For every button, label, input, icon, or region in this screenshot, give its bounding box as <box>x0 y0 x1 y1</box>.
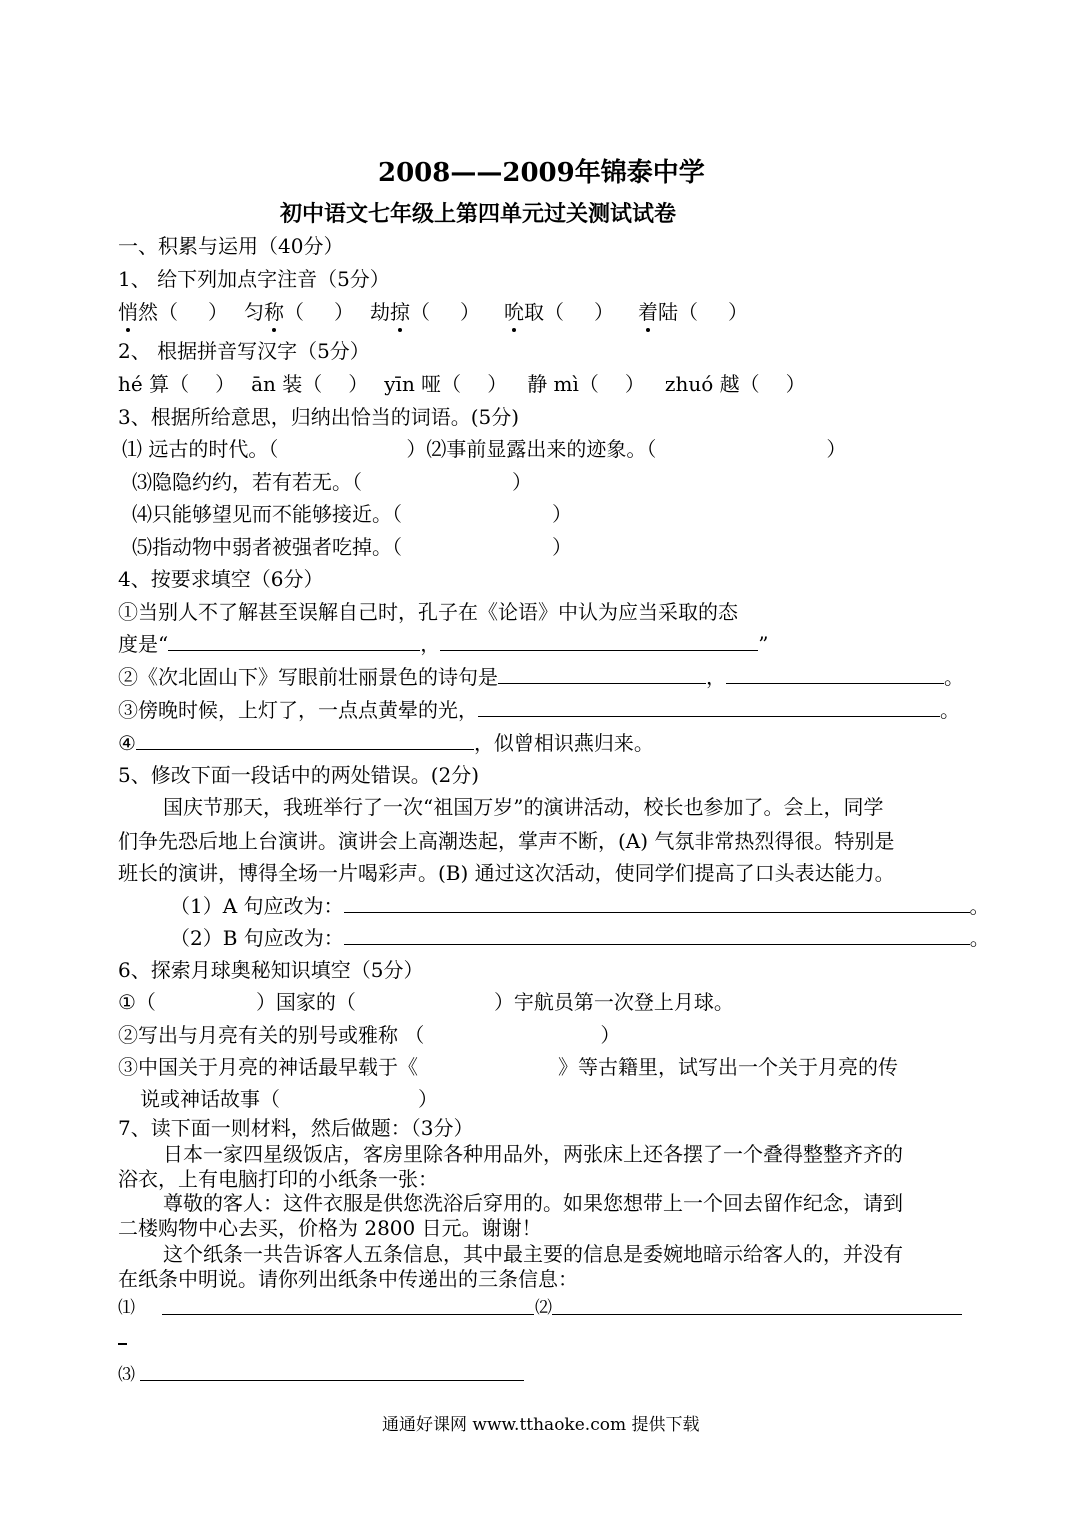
q5-prompt: 5、修改下面一段话中的两处错误。(2分) <box>118 763 480 787</box>
q6-line-2: ②写出与月亮有关的别号或雅称 （ ） <box>118 1023 621 1047</box>
q2-close: ） <box>215 372 236 396</box>
q2-items <box>118 368 806 397</box>
section-title: 一、积累与运用（40分） <box>118 234 344 258</box>
answer-line-3[interactable] <box>140 1380 524 1381</box>
q1-item: 劫掠（ ） <box>370 300 480 324</box>
q6-prompt: 6、探索月球奥秘知识填空（5分） <box>118 958 424 982</box>
q3-prompt: 3、根据所给意思，归纳出恰当的词语。(5分) <box>118 405 520 429</box>
q7-para-3: 尊敬的客人：这件衣服是供您洗浴后穿用的。如果您想带上一个回去留作纪念，请到 <box>163 1191 903 1215</box>
q5-para-3: 班长的演讲，博得全场一片喝彩声。(B) 通过这次活动，使同学们提高了口头表达能力。 <box>118 861 895 885</box>
q7-number-2: ⑵ <box>535 1298 552 1318</box>
answer-line-1[interactable] <box>162 1314 534 1315</box>
q3-line-1: ⑴ 远古的时代。（ ）⑵事前显露出来的迹象。（ ） <box>122 437 847 461</box>
q7-para-2: 浴衣，上有电脑打印的小纸条一张： <box>118 1167 438 1191</box>
q4-line-4: ③傍晚时候，上灯了，一点点黄晕的光， 。 <box>118 698 960 722</box>
q2-close: ） <box>624 372 645 396</box>
q4-line-2: 度是“ ， ” <box>118 632 769 656</box>
q2-item: 静 mì（ <box>527 372 599 396</box>
q1-item: 悄然（ ） <box>118 300 228 324</box>
answer-blank[interactable] <box>478 696 940 717</box>
q2-item: hé 算（ <box>118 372 190 396</box>
page-footer: 通通好课网 www.tthaoke.com 提供下载 <box>382 1415 700 1435</box>
exam-title: 2008——2009年锦泰中学 <box>378 158 705 188</box>
q1-item: 着陆（ ） <box>638 300 748 324</box>
q7-number-3: ⑶ <box>118 1365 135 1385</box>
q2-prompt: 2、 根据拼音写汉字（5分） <box>118 339 370 363</box>
answer-blank[interactable] <box>168 630 420 651</box>
q3-line-4: ⑸指动物中弱者被强者吃掉。（ ） <box>132 535 572 559</box>
q2-item: zhuó 越（ <box>664 372 760 396</box>
q2-item: ān 装（ <box>251 372 323 396</box>
q7-para-1: 日本一家四星级饭店，客房里除各种用品外，两张床上还各摆了一个叠得整整齐齐的 <box>163 1142 903 1166</box>
q1-prompt: 1、 给下列加点字注音（5分） <box>118 267 390 291</box>
q7-prompt: 7、读下面一则材料，然后做题：（3分） <box>118 1116 474 1140</box>
q5-answer-a: （1）A 句应改为： 。 <box>170 894 990 918</box>
answer-blank[interactable] <box>498 663 706 684</box>
q7-para-5: 这个纸条一共告诉客人五条信息，其中最主要的信息是委婉地暗示给客人的，并没有 <box>163 1242 903 1266</box>
q1-item: 匀称（ ） <box>244 300 354 324</box>
q5-para-1: 国庆节那天，我班举行了一次“祖国万岁”的演讲活动，校长也参加了。会上，同学 <box>163 795 884 819</box>
q2-close: ） <box>348 372 369 396</box>
q5-para-2: 们争先恐后地上台演讲。演讲会上高潮迭起，掌声不断，(A) 气氛非常热烈得很。特别是 <box>118 829 895 853</box>
q7-number-1: ⑴ <box>118 1298 135 1318</box>
q3-line-3: ⑷只能够望见而不能够接近。（ ） <box>132 502 572 526</box>
q2-item: yīn 哑（ <box>384 372 462 396</box>
q4-line-3: ②《次北固山下》写眼前壮丽景色的诗句是 ， 。 <box>118 665 964 689</box>
answer-blank[interactable] <box>344 924 970 945</box>
answer-blank[interactable] <box>136 729 474 750</box>
answer-line-2-continued <box>118 1343 127 1345</box>
answer-blank[interactable] <box>726 663 944 684</box>
q2-close: ） <box>785 372 806 396</box>
q6-line-4: 说或神话故事（ ） <box>140 1087 438 1111</box>
q4-prompt: 4、按要求填空（6分） <box>118 567 324 591</box>
q7-para-4: 二楼购物中心去买，价格为 2800 日元。谢谢！ <box>118 1216 542 1240</box>
q6-line-1: ①（ ）国家的（ ）宇航员第一次登上月球。 <box>118 990 734 1014</box>
q5-answer-b: （2）B 句应改为： 。 <box>170 926 990 950</box>
q4-line-1: ①当别人不了解甚至误解自己时，孔子在《论语》中认为应当采取的态 <box>118 600 738 624</box>
q3-line-2: ⑶隐隐约约，若有若无。（ ） <box>132 470 532 494</box>
q1-items <box>118 296 748 325</box>
q4-line-5: ④ ，似曾相识燕归来。 <box>118 731 654 755</box>
q2-close: ） <box>487 372 508 396</box>
answer-line-2[interactable] <box>552 1314 962 1315</box>
q6-line-3: ③中国关于月亮的神话最早载于《 》等古籍里，试写出一个关于月亮的传 <box>118 1055 898 1079</box>
q1-item: 吮取（ ） <box>504 300 614 324</box>
exam-subtitle: 初中语文七年级上第四单元过关测试试卷 <box>280 201 677 227</box>
q7-para-6: 在纸条中明说。请你列出纸条中传递出的三条信息： <box>118 1267 578 1291</box>
answer-blank[interactable] <box>440 630 758 651</box>
answer-blank[interactable] <box>344 892 970 913</box>
